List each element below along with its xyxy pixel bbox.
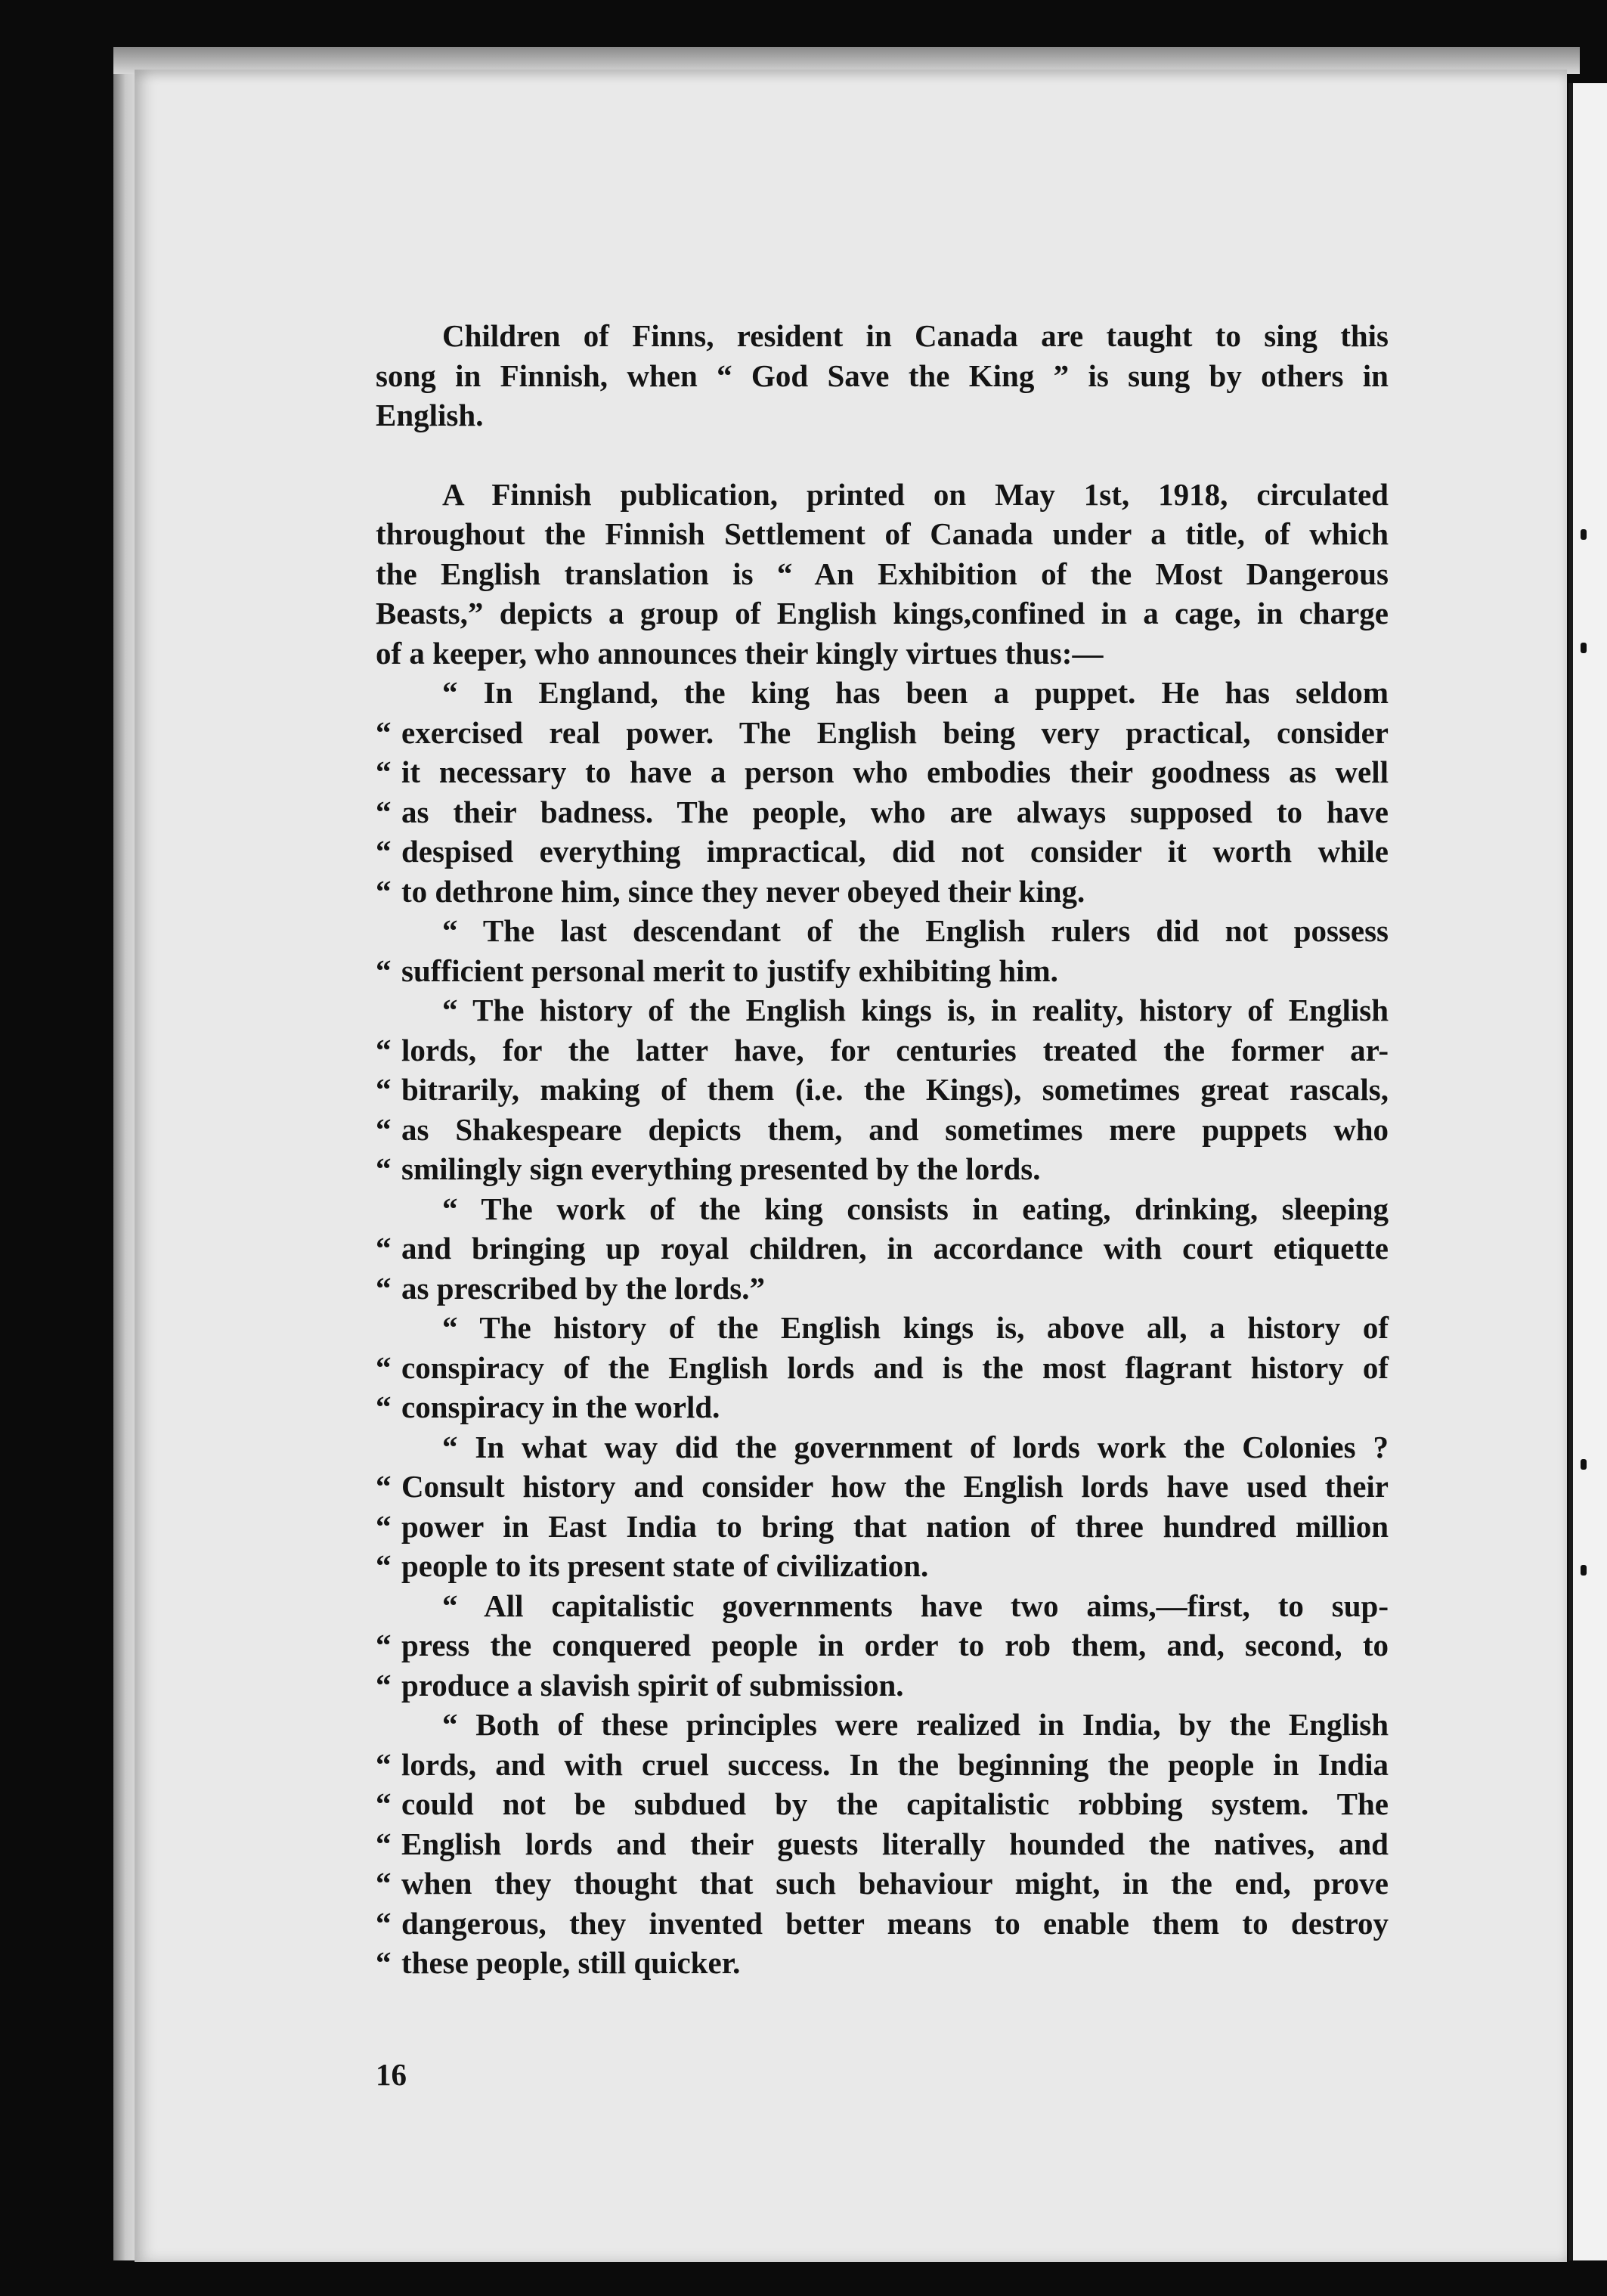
text-line xyxy=(376,1943,1389,1983)
text-line xyxy=(376,713,1389,753)
text-line: of a keeper, who announces their kingly virtues thus:— xyxy=(376,635,1104,671)
quote-line-text: lords, and with cruel success. In the beginning the people in India xyxy=(401,1746,1389,1782)
quote-paragraph xyxy=(376,1427,1389,1586)
quote-mark: “ xyxy=(376,1667,392,1703)
quote-line-text: English lords and their guests literally hounded the natives, and xyxy=(401,1826,1389,1861)
quote-mark: “ xyxy=(376,1866,392,1901)
text-line xyxy=(376,1586,1389,1626)
quote-line-text: could not be subdued by the capitalistic robbing system. The xyxy=(401,1786,1389,1821)
text-line xyxy=(376,1507,1389,1547)
quote-mark: “ xyxy=(376,1151,392,1186)
bleed-mark xyxy=(1581,1565,1587,1576)
quote-mark: “ xyxy=(376,1270,392,1306)
text-line xyxy=(376,1824,1389,1864)
quote-mark: “ xyxy=(376,754,392,789)
bleed-mark xyxy=(1581,643,1587,653)
text-line xyxy=(376,1387,1389,1427)
text-line xyxy=(376,1149,1389,1189)
quote-line-text: to dethrone him, since they never obeyed their king. xyxy=(401,873,1085,909)
quote-mark: “ xyxy=(376,1072,392,1107)
quote-mark: “ xyxy=(376,1349,392,1385)
quote-line-text: despised everything impractical, did not consider it worth while xyxy=(401,834,1389,869)
quote-paragraph xyxy=(376,990,1389,1189)
text-line xyxy=(376,792,1389,832)
quote-line-text: “ All capitalistic governments have two aims,—first, to sup- xyxy=(442,1588,1389,1623)
text-line xyxy=(376,1030,1389,1071)
quote-line-text: conspiracy in the world. xyxy=(401,1390,720,1424)
quote-line-text: Consult history and consider how the English lords have used their xyxy=(401,1469,1389,1504)
text-line xyxy=(376,832,1389,872)
quote-mark: “ xyxy=(376,1628,392,1662)
quote-line-text: “ Both of these principles were realized in India, by the English xyxy=(442,1707,1389,1742)
quoted-passage xyxy=(376,673,1389,1983)
quote-line-text: as prescribed by the lords.” xyxy=(401,1270,766,1306)
quote-paragraph xyxy=(376,1705,1389,1983)
text-line xyxy=(376,1189,1389,1229)
quote-mark: “ xyxy=(376,1548,392,1583)
quote-mark: “ xyxy=(376,1231,392,1266)
quote-mark: “ xyxy=(376,1469,392,1504)
quote-mark: “ xyxy=(376,834,392,869)
quote-line-text: “ The history of the English kings is, in reality, history of English xyxy=(442,993,1389,1027)
text-line xyxy=(376,752,1389,792)
quote-paragraph xyxy=(376,911,1389,990)
text-line xyxy=(376,951,1389,991)
text-line xyxy=(376,1110,1389,1150)
quote-mark: “ xyxy=(376,953,392,988)
text-line xyxy=(376,1070,1389,1110)
quote-line-text: when they thought that such behaviour might, in the end, prove xyxy=(401,1866,1389,1901)
quote-line-text: and bringing up royal children, in accordance with court etiquette xyxy=(401,1231,1389,1266)
quote-mark: “ xyxy=(376,1905,392,1941)
quote-mark: “ xyxy=(376,794,392,829)
quote-line-text: conspiracy of the English lords and is the most flagrant history of xyxy=(401,1349,1389,1385)
paragraph-publication xyxy=(376,475,1389,674)
text-line xyxy=(376,1665,1389,1706)
text-line: the English translation is “ An Exhibition of the Most Dangerous xyxy=(376,556,1389,591)
text-line xyxy=(376,1348,1389,1388)
bleed-mark xyxy=(1581,1459,1587,1470)
quote-paragraph xyxy=(376,1189,1389,1309)
text-line xyxy=(376,990,1389,1030)
text-line xyxy=(376,1427,1389,1467)
bleed-mark xyxy=(1581,529,1587,540)
text-line: song in Finnish, when “ God Save the King ” is sung by others in xyxy=(376,358,1389,393)
quote-line-text: bitrarily, making of them (i.e. the Kings), sometimes great rascals, xyxy=(401,1072,1389,1107)
text-line: Beasts,” depicts a group of English kings,confined in a cage, in charge xyxy=(376,596,1389,631)
quote-line-text: sufficient personal merit to justify exhibiting him. xyxy=(401,953,1058,988)
quote-paragraph xyxy=(376,673,1389,911)
quote-mark: “ xyxy=(376,1390,392,1424)
text-line xyxy=(376,1308,1389,1348)
text-line: English. xyxy=(376,398,484,432)
text-line xyxy=(376,911,1389,951)
quote-mark: “ xyxy=(376,714,392,750)
quote-mark: “ xyxy=(376,1746,392,1782)
text-line xyxy=(376,1269,1389,1309)
quote-line-text: dangerous, they invented better means to enable them to destroy xyxy=(401,1905,1389,1941)
paragraph-intro xyxy=(376,316,1389,435)
quote-line-text: produce a slavish spirit of submission. xyxy=(401,1667,904,1703)
quote-line-text: “ In England, the king has been a puppet. He has seldom xyxy=(442,675,1389,710)
quote-line-text: it necessary to have a person who embodies their goodness as well xyxy=(401,754,1389,789)
quote-mark: “ xyxy=(376,1945,392,1980)
quote-line-text: lords, for the latter have, for centuries treated the former ar- xyxy=(401,1032,1389,1067)
quote-line-text: “ The history of the English kings is, above all, a history of xyxy=(442,1310,1389,1345)
quote-line-text: smilingly sign everything presented by the lords. xyxy=(401,1151,1041,1186)
quote-line-text: people to its present state of civilization. xyxy=(401,1548,929,1583)
text-line: A Finnish publication, printed on May 1st, 1918, circulated xyxy=(442,476,1389,512)
text-line xyxy=(376,1546,1389,1586)
quote-paragraph xyxy=(376,1586,1389,1706)
quote-mark: “ xyxy=(376,1826,392,1861)
quote-mark: “ xyxy=(376,1032,392,1067)
quote-line-text: exercised real power. The English being very practical, consider xyxy=(401,714,1389,750)
quote-line-text: power in East India to bring that nation of three hundred million xyxy=(401,1508,1389,1544)
text-line xyxy=(376,1784,1389,1824)
quote-line-text: these people, still quicker. xyxy=(401,1945,741,1980)
text-line xyxy=(376,872,1389,912)
page-body-text xyxy=(376,316,1389,1983)
text-line xyxy=(376,1467,1389,1507)
text-line xyxy=(376,1904,1389,1944)
quote-mark: “ xyxy=(376,1786,392,1821)
text-line: throughout the Finnish Settlement of Canada under a title, of which xyxy=(376,516,1389,551)
quote-line-text: “ In what way did the government of lords work the Colonies ? xyxy=(442,1429,1389,1464)
quote-line-text: as their badness. The people, who are always supposed to have xyxy=(401,794,1389,829)
quote-mark: “ xyxy=(376,873,392,909)
quote-paragraph xyxy=(376,1308,1389,1427)
text-line xyxy=(376,1864,1389,1904)
quote-line-text: press the conquered people in order to rob them, and, second, to xyxy=(401,1628,1389,1662)
text-line xyxy=(376,1625,1389,1665)
quote-line-text: “ The work of the king consists in eating, drinking, sleeping xyxy=(442,1191,1389,1226)
facing-page-edge xyxy=(1573,83,1607,2260)
text-line: Children of Finns, resident in Canada are taught to sing this xyxy=(442,318,1389,353)
quote-mark: “ xyxy=(376,1508,392,1544)
text-line xyxy=(376,1705,1389,1745)
quote-line-text: as Shakespeare depicts them, and sometimes mere puppets who xyxy=(401,1111,1389,1147)
page-number: 16 xyxy=(376,2057,407,2092)
text-line xyxy=(376,1229,1389,1269)
quote-line-text: “ The last descendant of the English rulers did not possess xyxy=(442,913,1389,948)
text-line xyxy=(376,673,1389,713)
text-line xyxy=(376,1745,1389,1785)
quote-mark: “ xyxy=(376,1111,392,1147)
